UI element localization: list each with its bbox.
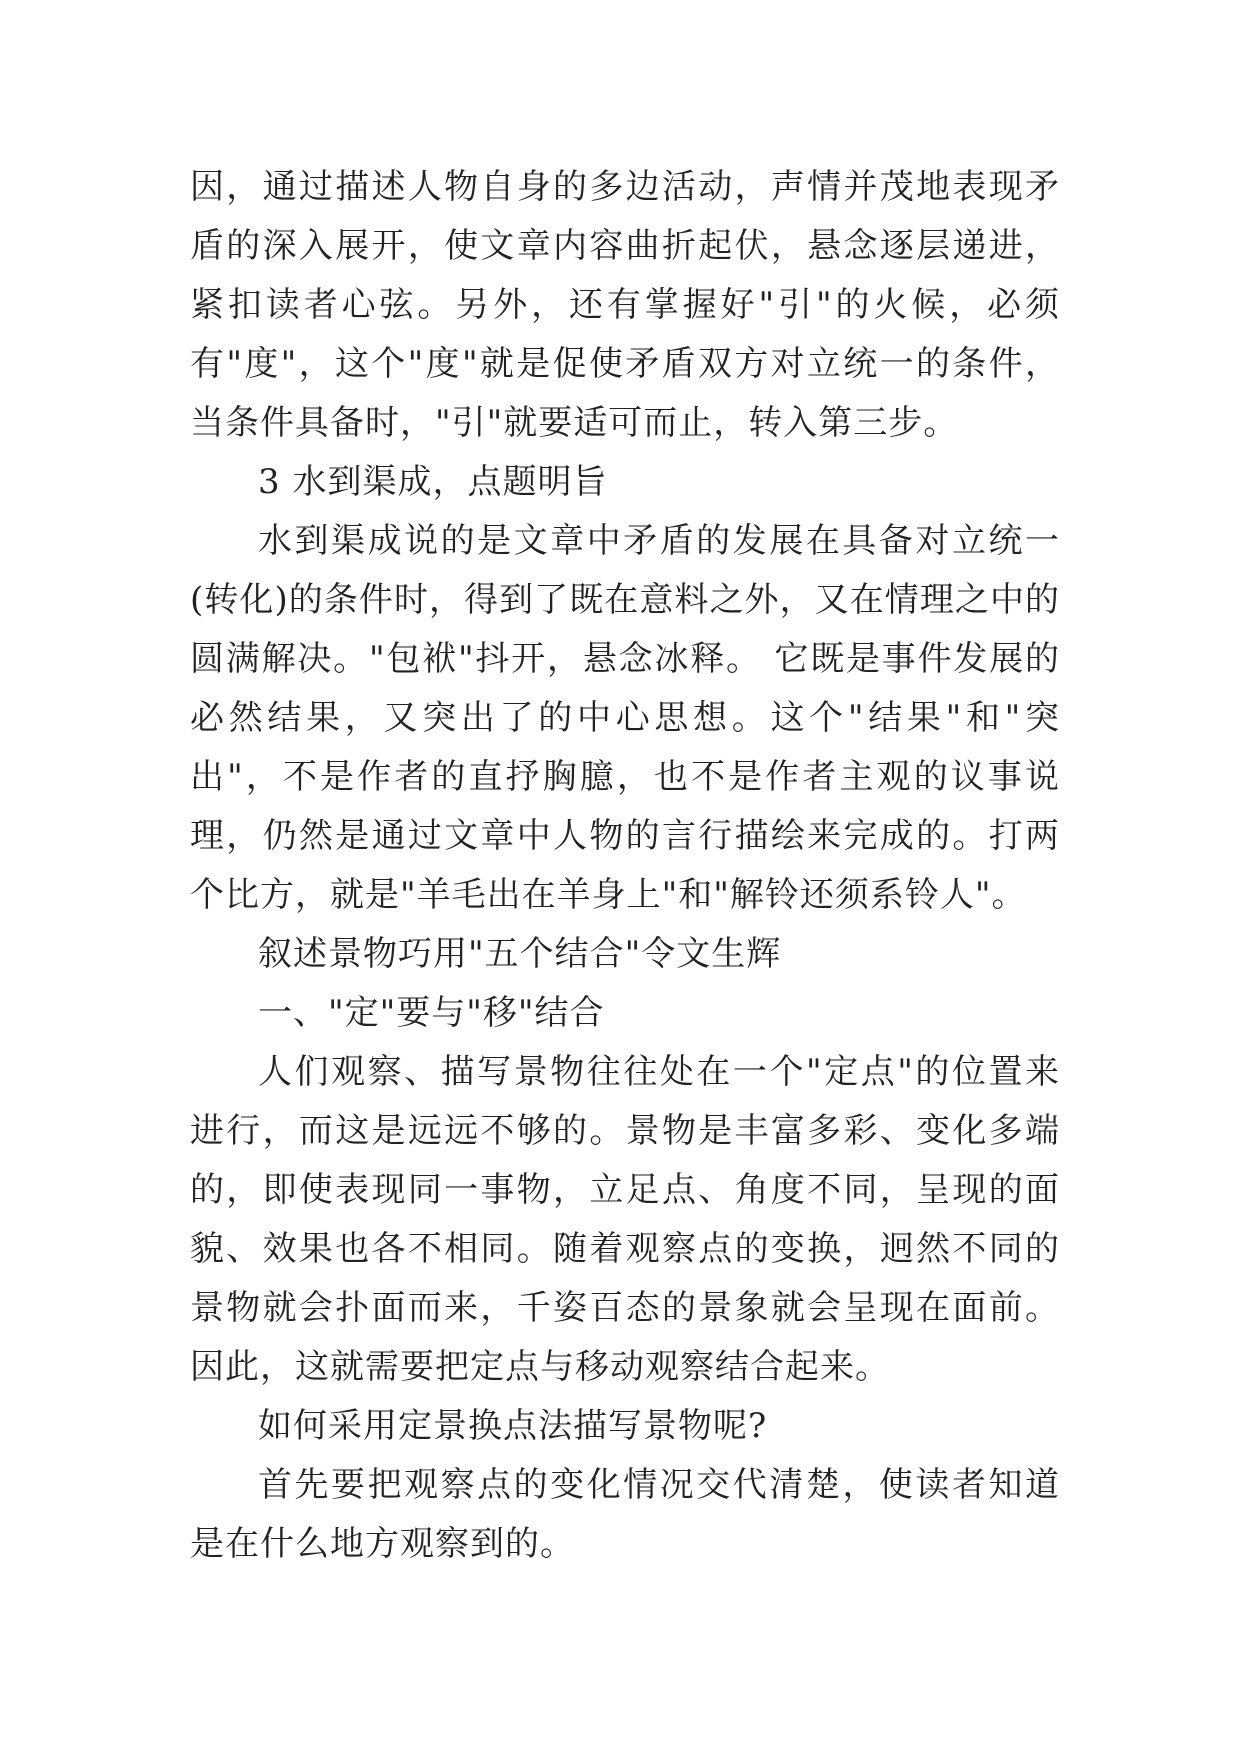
paragraph-question: 如何采用定景换点法描写景物呢? xyxy=(258,1406,768,1446)
paragraph-section-1: 人们观察、描写景物往往处在一个"定点"的位置来进行，而这是远远不够的。景物是丰富多彩、变化多端的，即使表现同一事物，立足点、角度不同，呈现的面貌、效果也各不相同。随着观察点的变换，迥然不同的景物就会扑面而来，千姿百态的景象就会呈现在面前。因此，这就需要把定点与移动观察结合起来。 xyxy=(190,1052,1060,1387)
section-heading-1: 一、"定"要与"移"结合 xyxy=(258,993,605,1033)
paragraph-section-3: 水到渠成说的是文章中矛盾的发展在具备对立统一(转化)的条件时，得到了既在意料之外，又在情理之中的圆满解决。"包袱"抖开，悬念冰释。 它既是事件发展的必然结果，又突出了的中心思想。这个"结果"和"突出"，不是作者的直抒胸臆，也不是作者主观的议事说理，仍然是通过文章中人物的言行描绘来完成的。打两个比方，就是"羊毛出在羊身上"和"解铃还须系铃人"。 xyxy=(190,521,1060,915)
document-body xyxy=(190,158,1060,1574)
paragraph-continuation: 因，通过描述人物自身的多边活动，声情并茂地表现矛盾的深入展开，使文章内容曲折起伏，悬念逐层递进，紧扣读者心弦。另外，还有掌握好"引"的火候，必须有"度"，这个"度"就是促使矛盾双方对立统一的条件，当条件具备时，"引"就要适可而止，转入第三步。 xyxy=(190,167,1060,443)
paragraph-answer: 首先要把观察点的变化情况交代清楚，使读者知道是在什么地方观察到的。 xyxy=(190,1465,1060,1564)
section-heading-3: 3 水到渠成，点题明旨 xyxy=(258,462,608,502)
article-title: 叙述景物巧用"五个结合"令文生辉 xyxy=(258,934,782,974)
